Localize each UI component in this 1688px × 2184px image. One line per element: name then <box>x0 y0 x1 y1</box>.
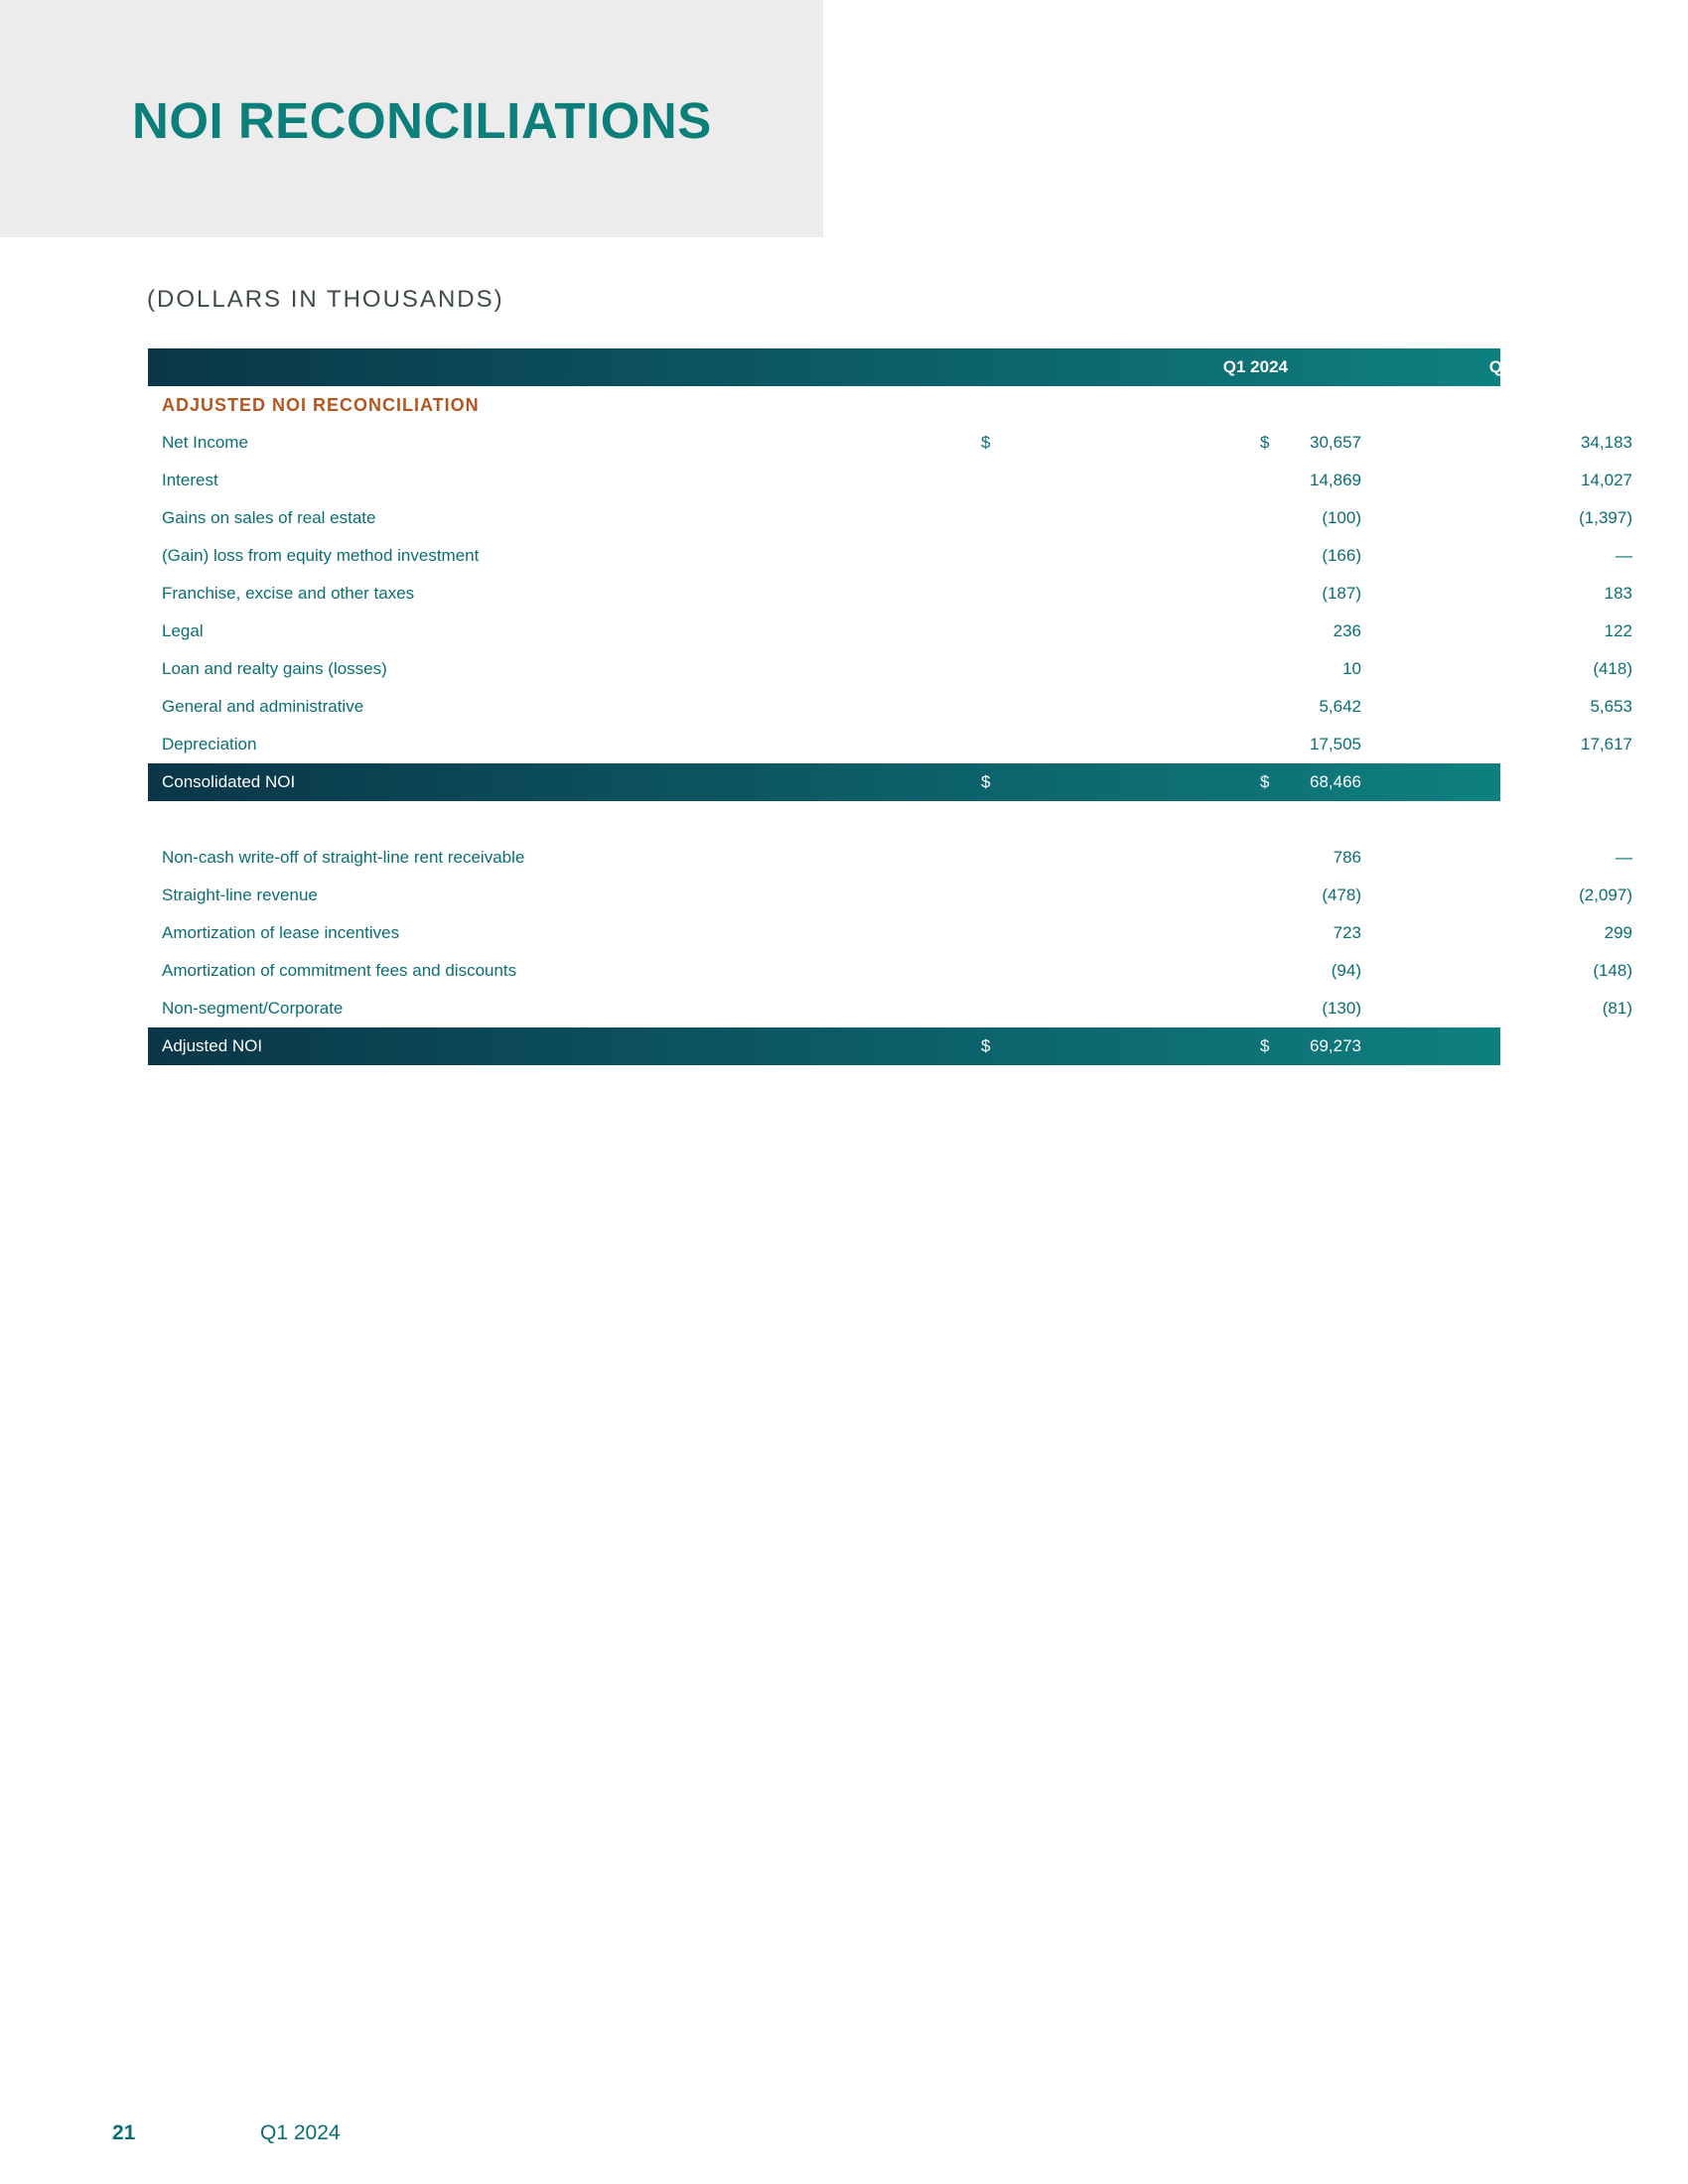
value-q1-2024: 69,273 <box>1310 1036 1361 1055</box>
table-row <box>148 499 1632 537</box>
value-q1-2024: (166) <box>1322 546 1361 565</box>
adjustment-rows <box>148 839 1632 1027</box>
table-header <box>148 348 1554 386</box>
value-q1-2024: 723 <box>1333 923 1361 942</box>
value-q1-2024: 10 <box>1342 659 1361 678</box>
value-q1-2024: (187) <box>1322 584 1361 603</box>
table-row <box>148 839 1632 877</box>
value-q1-2023: (1,397) <box>1579 508 1632 527</box>
value-q1-2024: (100) <box>1322 508 1361 527</box>
table-row <box>148 990 1632 1027</box>
value-q1-2024: 68,466 <box>1310 772 1361 791</box>
value-q1-2023: — <box>1616 848 1632 867</box>
value-q1-2023: (148) <box>1593 961 1632 980</box>
row-label: (Gain) loss from equity method investment <box>162 546 480 565</box>
total-row <box>148 1027 1632 1065</box>
value-q1-2024: 236 <box>1333 621 1361 640</box>
row-label: Gains on sales of real estate <box>162 508 376 527</box>
consolidated-noi-row <box>148 763 1632 801</box>
footer-page-number: 21 <box>112 2121 136 2144</box>
value-q1-2023: 14,027 <box>1581 471 1632 489</box>
table-row <box>148 613 1632 650</box>
section-heading-label: ADJUSTED NOI RECONCILIATION <box>162 395 480 415</box>
column-header-q1-2024: Q1 2024 <box>1222 357 1288 376</box>
table-row <box>148 575 1632 613</box>
currency-symbol: $ <box>981 772 991 791</box>
value-q1-2023: 67,943 <box>1581 1036 1632 1055</box>
value-q1-2024: 5,642 <box>1319 697 1361 716</box>
row-label: Depreciation <box>162 735 257 753</box>
currency-symbol: $ <box>981 433 991 452</box>
value-q1-2023: — <box>1616 546 1632 565</box>
value-q1-2023: 17,617 <box>1581 735 1632 753</box>
subtotal-row <box>148 763 1632 801</box>
table-row <box>148 688 1632 726</box>
section-heading <box>148 386 1500 424</box>
adjusted-noi-row <box>148 1027 1632 1065</box>
row-label: Straight-line revenue <box>162 886 318 904</box>
currency-symbol: $ <box>981 1036 991 1055</box>
table-row <box>148 726 1632 763</box>
page-subtitle: (DOLLARS IN THOUSANDS) <box>147 286 504 313</box>
table-row <box>148 952 1632 990</box>
table-row <box>148 650 1632 688</box>
value-q1-2023: (81) <box>1602 999 1632 1018</box>
table-row <box>148 914 1632 952</box>
table-row <box>148 877 1632 914</box>
value-q1-2023: 122 <box>1604 621 1632 640</box>
row-label: Non-cash write-off of straight-line rent receivable <box>162 848 525 867</box>
row-label: Amortization of commitment fees and discounts <box>162 961 517 980</box>
value-q1-2024: (478) <box>1322 886 1361 904</box>
footer-period: Q1 2024 <box>260 2121 341 2144</box>
table-row <box>148 537 1632 575</box>
page-title: NOI RECONCILIATIONS <box>132 92 712 149</box>
value-q1-2024: (94) <box>1331 961 1361 980</box>
currency-symbol: $ <box>1260 433 1270 452</box>
row-spacer <box>148 801 1500 839</box>
value-q1-2024: 17,505 <box>1310 735 1361 753</box>
value-q1-2023: (2,097) <box>1579 886 1632 904</box>
value-q1-2024: 786 <box>1333 848 1361 867</box>
row-label: Consolidated NOI <box>162 772 296 791</box>
row-label: Adjusted NOI <box>162 1036 263 1055</box>
row-label: Non-segment/Corporate <box>162 999 344 1018</box>
row-label: Interest <box>162 471 218 489</box>
noi-reconciliation-table <box>148 348 1632 1065</box>
currency-symbol: $ <box>1260 772 1270 791</box>
value-q1-2023: (418) <box>1593 659 1632 678</box>
value-q1-2023: 34,183 <box>1581 433 1632 452</box>
value-q1-2024: 14,869 <box>1310 471 1361 489</box>
value-q1-2024: (130) <box>1322 999 1361 1018</box>
row-label: Legal <box>162 621 204 640</box>
reconciliation-rows <box>148 424 1632 763</box>
value-q1-2023: 183 <box>1604 584 1632 603</box>
row-label: Loan and realty gains (losses) <box>162 659 387 678</box>
row-label: Net Income <box>162 433 248 452</box>
table-row <box>148 424 1632 462</box>
row-label: General and administrative <box>162 697 364 716</box>
value-q1-2023: 299 <box>1604 923 1632 942</box>
table-row <box>148 462 1632 499</box>
value-q1-2023: 69,970 <box>1581 772 1632 791</box>
currency-symbol: $ <box>1260 1036 1270 1055</box>
row-label: Amortization of lease incentives <box>162 923 400 942</box>
row-label: Franchise, excise and other taxes <box>162 584 415 603</box>
column-header-q1-2023: Q1 2023 <box>1488 357 1554 376</box>
value-q1-2023: 5,653 <box>1590 697 1632 716</box>
value-q1-2024: 30,657 <box>1310 433 1361 452</box>
